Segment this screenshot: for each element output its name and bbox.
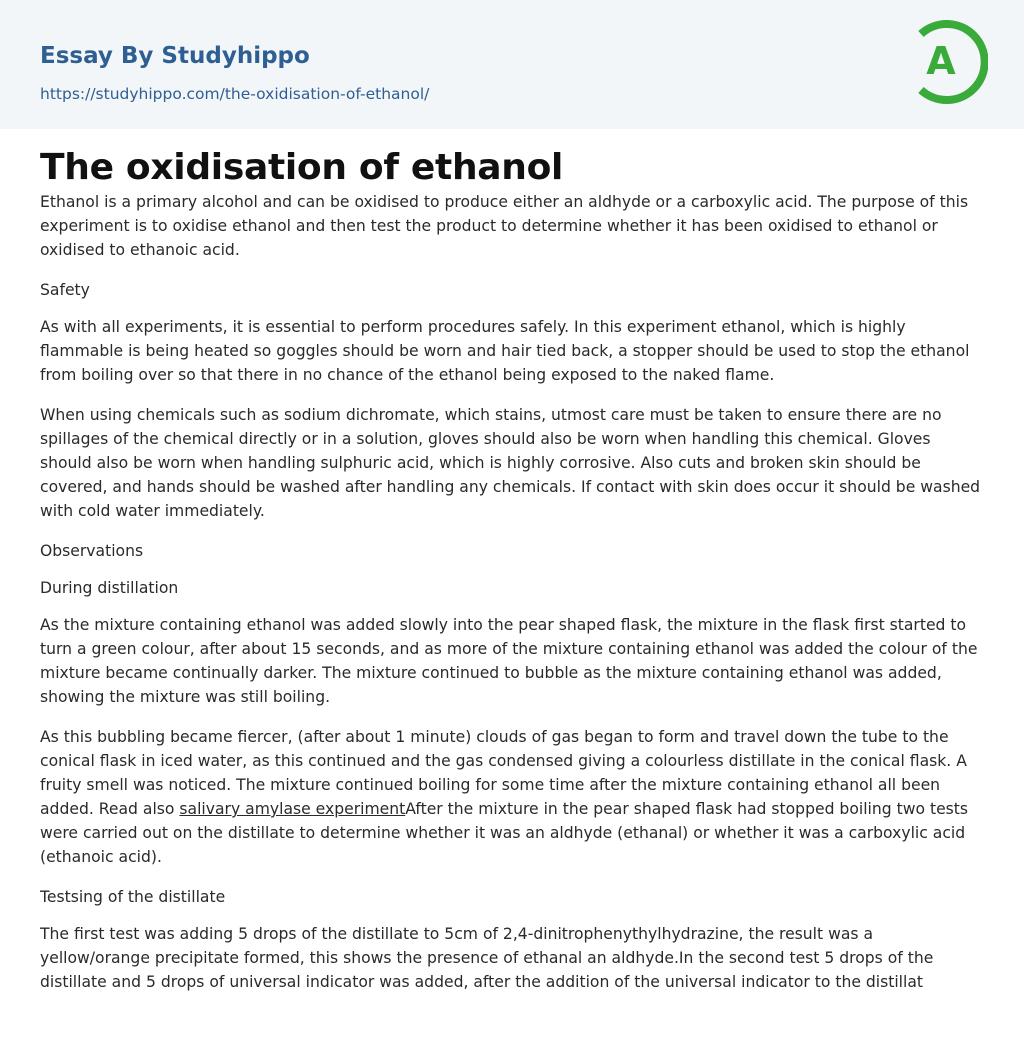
observations-heading: Observations	[40, 542, 144, 560]
intro-paragraph: Ethanol is a primary alcohol and can be oxidised to produce either an aldhyde or a carboxylic acid. The purpose of this experiment is to oxidise ethanol and then test the product to determine whether it has been oxidised to ethanol or oxidised to ethanoic acid.	[40, 193, 969, 259]
safety-paragraph-2: When using chemicals such as sodium dichromate, which stains, utmost care must be taken to ensure there are no spillages of the chemical directly or in a solution, gloves should also be worn when handling this chemical. Gloves should also be worn when handling sulphuric acid, which is highly corrosive. Also cuts and broken skin should be covered, and hands should be washed after handling any chemicals. If contact with skin does occur it should be washed with cold water immediately.	[40, 406, 981, 520]
safety-paragraph-1: As with all experiments, it is essential to perform procedures safely. In this experiment ethanol, which is highly flammable is being heated so goggles should be worn and hair tied back, a stopper should be used to stop the ethanol from boiling over so that there in no chance of the ethanol being exposed to the naked flame.	[40, 318, 970, 384]
essay-url-link[interactable]: https://studyhippo.com/the-oxidisation-of-ethanol/	[40, 85, 430, 103]
testing-heading: Testsing of the distillate	[40, 888, 226, 906]
salivary-amylase-link[interactable]: salivary amylase experiment	[179, 800, 406, 818]
distillation-heading: During distillation	[40, 579, 179, 597]
studyhippo-logo-icon[interactable]	[912, 18, 988, 106]
distillation-paragraph-1: As the mixture containing ethanol was added slowly into the pear shaped flask, the mixture in the flask first started to turn a green colour, after about 15 seconds, and as more of the mixture containing ethanol was added the colour of the mixture became continually darker. The mixture continued to bubble as the mixture containing ethanol was added, showing the mixture was still boiling.	[40, 616, 978, 706]
testing-paragraph-1: The first test was adding 5 drops of the distillate to 5cm of 2,4-dinitrophenythylhydrazine, the result was a yellow/orange precipitate formed, this shows the presence of ethanal an aldhyde.In the second test 5 drops of the distillate and 5 drops of universal indicator was added, after the addition of the universal indicator to the distillat	[40, 925, 934, 991]
distillation-paragraph-2-start: As this bubbling became fiercer, (after about 1 minute) clouds of gas began to form and travel down the tube to the conical flask in iced water, as this continued and the gas condensed giving a colourless distillate in the conical flask. A fruity smell was noticed. The mixture continued boiling for some time after the mixture containing ethanol all been added. Read also	[40, 728, 967, 818]
distillation-paragraph-2-end: After the mixture in the pear shaped flask had stopped boiling two tests were carried out on the distillate to determine whether it was an aldhyde (ethanal) or whether it was a carboxylic acid (ethanoic acid).	[40, 800, 969, 866]
safety-heading: Safety	[40, 281, 90, 299]
site-header	[0, 0, 1024, 129]
article-title: The oxidisation of ethanol	[40, 147, 564, 188]
logo-letter: A	[926, 39, 956, 83]
site-brand[interactable]: Essay By Studyhippo	[40, 43, 310, 69]
distillation-paragraph-2	[40, 725, 984, 869]
article-body	[0, 129, 1024, 994]
